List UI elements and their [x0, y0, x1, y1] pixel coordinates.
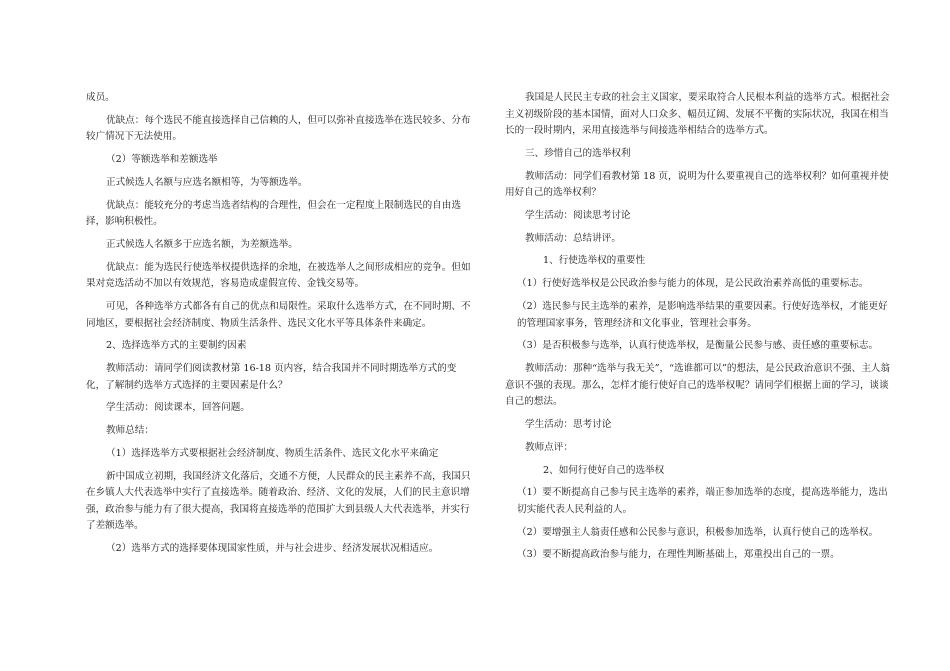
paragraph: 教师活动：请同学们阅读教材第 16-18 页内容，结合我国并不同时期选举方式的变化，了解制约选举方式选择的主要因素是什么？ — [86, 363, 457, 391]
section-subheading: （2）等额选举和差额选举 — [106, 154, 218, 166]
paragraph: 教师活动：总结讲评。 — [525, 232, 621, 244]
section-subheading: 1、行使选举权的重要性 — [543, 255, 646, 267]
paragraph: （2）要增强主人翁责任感和公民参与意识，积极参加选举，认真行使自己的选举权。 — [517, 526, 879, 538]
paragraph: （1）选择选举方式要根据社会经济制度、物质生活条件、选民文化水平来确定 — [106, 448, 439, 460]
paragraph: 优缺点：能为选民行使选举权提供选择的余地，在被选举人之间形成相应的竞争。但如果对竞选活动不加以有效规范，容易造成虚假宣传、金钱交易等。 — [86, 261, 471, 290]
paragraph: （3）是否积极参与选举，认真行使选举权，是衡量公民参与感、责任感的重要标志。 — [517, 340, 879, 352]
left-column — [86, 90, 472, 564]
paragraph: 优缺点：每个选民不能直接选择自己信赖的人，但可以弥补直接选举在选民较多、分布较广情况下无法使用。 — [86, 114, 471, 143]
paragraph: （2）选举方式的选择要体现国家性质，并与社会进步、经济发展状况相适应。 — [106, 543, 439, 555]
paragraph: （3）要不断提高政治参与能力，在理性判断基础上，郑重投出自己的一票。 — [517, 549, 840, 561]
paragraph: 教师活动：那种“选举与我无关”，“选谁都可以”的想法，是公民政治意识不强、主人翁意识不强的表现。那么，怎样才能行使好自己的选举权呢？请同学们根据上面的学习，谈谈自己的想法。 — [505, 363, 890, 408]
paragraph: 教师总结： — [106, 425, 154, 437]
section-heading: 三、珍惜自己的选举权利 — [525, 147, 631, 159]
paragraph: 我国是人民民主专政的社会主义国家，要采取符合人民根本利益的选举方式。根据社会主义初级阶段的基本国情，面对人口众多、幅员辽阔、发展不平衡的实际状况，我国在相当长的一段时期内，采用直接选举与间接选举相结合的选举方式。 — [505, 92, 890, 136]
paragraph: 成员。 — [86, 92, 115, 103]
paragraph: 新中国成立初期，我国经济文化落后，交通不方便，人民群众的民主素养不高，我国只在乡镇人大代表选举中实行了直接选举。随着政治、经济、文化的发展，人们的民主意识增强，政治参与能力有了很大提高，我国将直接选举的范围扩大到县级人大代表选举，并实行了差额选举。 — [86, 470, 471, 532]
paragraph: 教师点评： — [525, 441, 573, 453]
paragraph: 学生活动：思考讨论 — [525, 418, 612, 430]
paragraph: 正式候选人名额多于应选名额，为差额选举。 — [106, 238, 298, 250]
right-column — [505, 90, 891, 570]
paragraph: 可见，各种选举方式都各有自己的优点和局限性。采取什么选举方式，在不同时期、不同地区，要根据社会经济制度、物质生活条件、选民文化水平等具体条件来确定。 — [86, 301, 471, 329]
section-subheading: 2、如何行使好自己的选举权 — [543, 464, 665, 476]
paragraph: 学生活动：阅读思考讨论 — [525, 209, 631, 221]
section-subheading: 2、选择选举方式的主要制约因素 — [106, 340, 247, 352]
paragraph: （1）要不断提高自己参与民主选举的素养，端正参加选举的态度，提高选举能力，选出切实能代表人民利益的人。 — [517, 487, 888, 515]
paragraph: 优缺点：能较充分的考虑当选者结构的合理性，但会在一定程度上限制选民的自由选择，影响积极性。 — [86, 199, 461, 228]
paragraph: （1）行使好选举权是公民政治参与能力的体现，是公民政治素养高低的重要标志。 — [517, 278, 869, 290]
paragraph: 正式候选人名额与应选名额相等，为等额选举。 — [106, 176, 308, 188]
paragraph: 学生活动：阅读课本，回答问题。 — [106, 402, 250, 414]
paragraph: 教师活动：同学们看教材第 18 页，说明为什么要重视自己的选举权利？如何重视并使用好自己的选举权利？ — [505, 170, 889, 199]
paragraph: （2）选民参与民主选举的素养，是影响选举结果的重要因素。行使好选举权，才能更好的管理国家事务，管理经济和文化事业，管理社会事务。 — [517, 301, 888, 329]
